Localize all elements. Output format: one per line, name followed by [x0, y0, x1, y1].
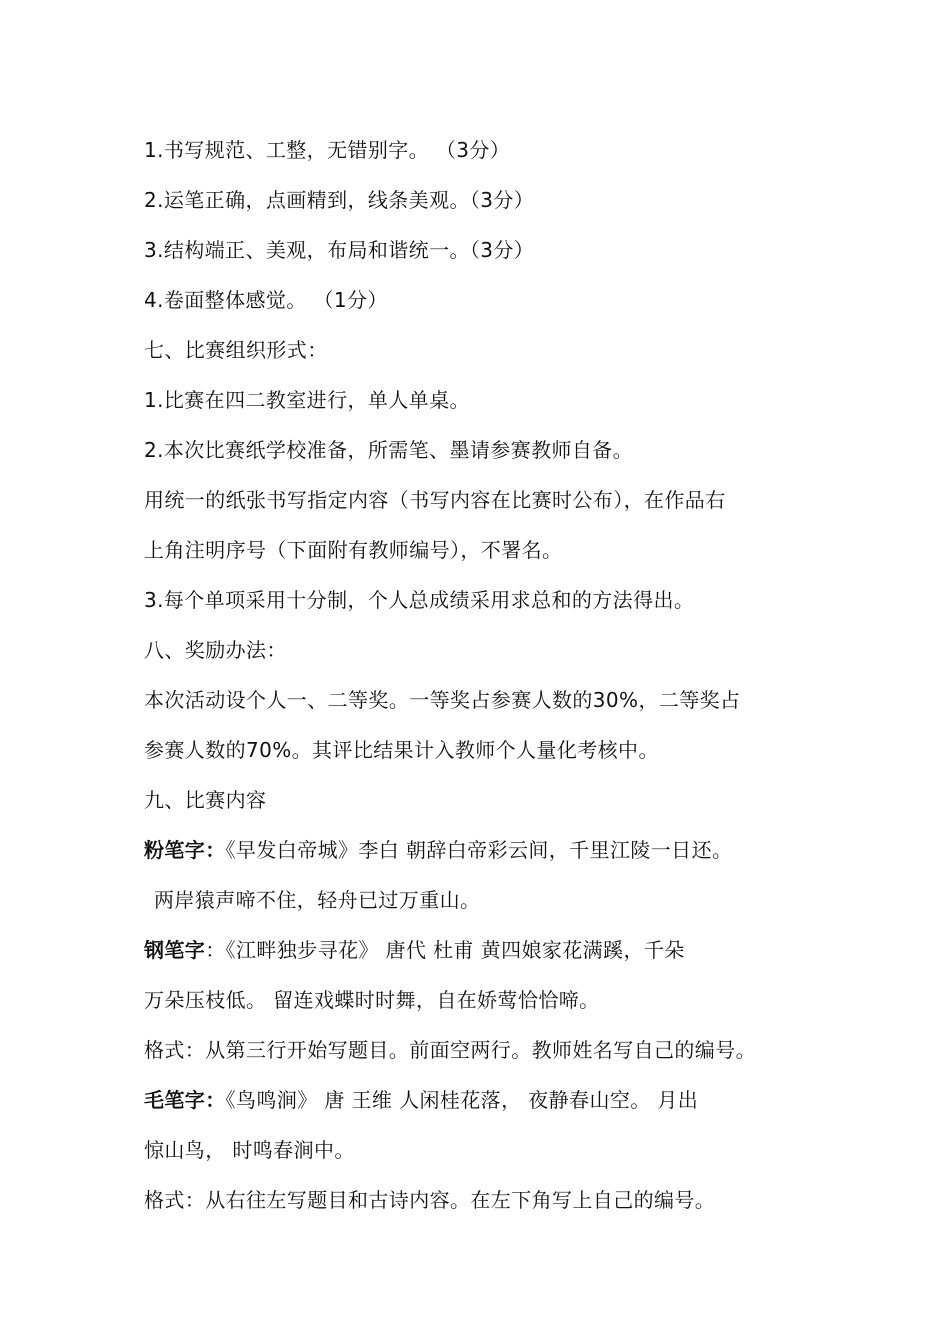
organization-item-1: [144, 380, 824, 430]
awards-paragraph-line-1: [144, 680, 824, 730]
organization-paragraph-line-1-text: 用统一的纸张书写指定内容（书写内容在比赛时公布），在作品右: [144, 488, 726, 512]
organization-paragraph-line-1: [144, 480, 824, 530]
pen-writing-text: ：《江畔独步寻花》 唐代 杜甫 黄四娘家花满蹊，千朵: [205, 938, 685, 962]
pen-writing-line-2-text: 万朵压枝低。 留连戏蝶时时舞，自在娇莺恰恰啼。: [144, 988, 600, 1012]
chalk-writing-text: 《早发白帝城》李白 朝辞白帝彩云间，千里江陵一日还。: [225, 838, 733, 862]
criterion-3: [144, 230, 824, 280]
criterion-1: [144, 130, 824, 180]
pen-format-line: [144, 1030, 824, 1080]
criterion-4: [144, 280, 824, 330]
section-heading-content: [144, 780, 824, 830]
section-heading-awards: [144, 630, 824, 680]
section-heading-awards-text: 八、奖励办法：: [144, 638, 287, 662]
pen-writing-line-1: [144, 930, 824, 980]
brush-writing-label: 毛笔字：: [144, 1088, 226, 1112]
awards-paragraph-line-2: [144, 730, 824, 780]
organization-item-1-text: 1.比赛在四二教室进行，单人单桌。: [144, 388, 470, 412]
section-heading-organization: [144, 330, 824, 380]
organization-item-2: [144, 430, 824, 480]
pen-format-text: 格式：从第三行开始写题目。前面空两行。教师姓名写自己的编号。: [144, 1038, 756, 1062]
criterion-3-text: 3.结构端正、美观，布局和谐统一。（3分）: [144, 238, 535, 262]
pen-writing-label: 钢笔字: [144, 938, 206, 962]
organization-item-2-text: 2.本次比赛纸学校准备，所需笔、墨请参赛教师自备。: [144, 438, 634, 462]
criterion-1-text: 1.书写规范、工整，无错别字。 （3分）: [144, 138, 511, 162]
section-heading-organization-text: 七、比赛组织形式：: [144, 338, 328, 362]
chalk-writing-line-2: [144, 880, 824, 930]
chalk-writing-line-1: [144, 830, 824, 880]
criterion-2-text: 2.运笔正确，点画精到，线条美观。（3分）: [144, 188, 535, 212]
brush-writing-line-1: [144, 1080, 824, 1130]
brush-writing-text: 《鸟鸣涧》 唐 王维 人闲桂花落， 夜静春山空。 月出: [225, 1088, 699, 1112]
organization-item-3-text: 3.每个单项采用十分制，个人总成绩采用求总和的方法得出。: [144, 588, 695, 612]
organization-paragraph-line-2: [144, 530, 824, 580]
chalk-writing-label: 粉笔字：: [144, 838, 226, 862]
chalk-writing-line-2-text: 两岸猿声啼不住，轻舟已过万重山。: [154, 888, 481, 912]
awards-paragraph-line-2-text: 参赛人数的70%。其评比结果计入教师个人量化考核中。: [144, 738, 659, 762]
pen-writing-line-2: [144, 980, 824, 1030]
brush-writing-line-2: [144, 1130, 824, 1180]
criterion-2: [144, 180, 824, 230]
brush-writing-line-2-text: 惊山鸟， 时鸣春涧中。: [144, 1138, 355, 1162]
organization-paragraph-line-2-text: 上角注明序号（下面附有教师编号），不署名。: [144, 538, 563, 562]
awards-paragraph-line-1-text: 本次活动设个人一、二等奖。一等奖占参赛人数的30%，二等奖占: [144, 688, 741, 712]
brush-format-text: 格式：从右往左写题目和古诗内容。在左下角写上自己的编号。: [144, 1188, 716, 1212]
organization-item-3: [144, 580, 824, 630]
section-heading-content-text: 九、比赛内容: [144, 788, 267, 812]
criterion-4-text: 4.卷面整体感觉。 （1分）: [144, 288, 388, 312]
brush-format-line: [144, 1180, 824, 1230]
document-body: [144, 130, 824, 1230]
